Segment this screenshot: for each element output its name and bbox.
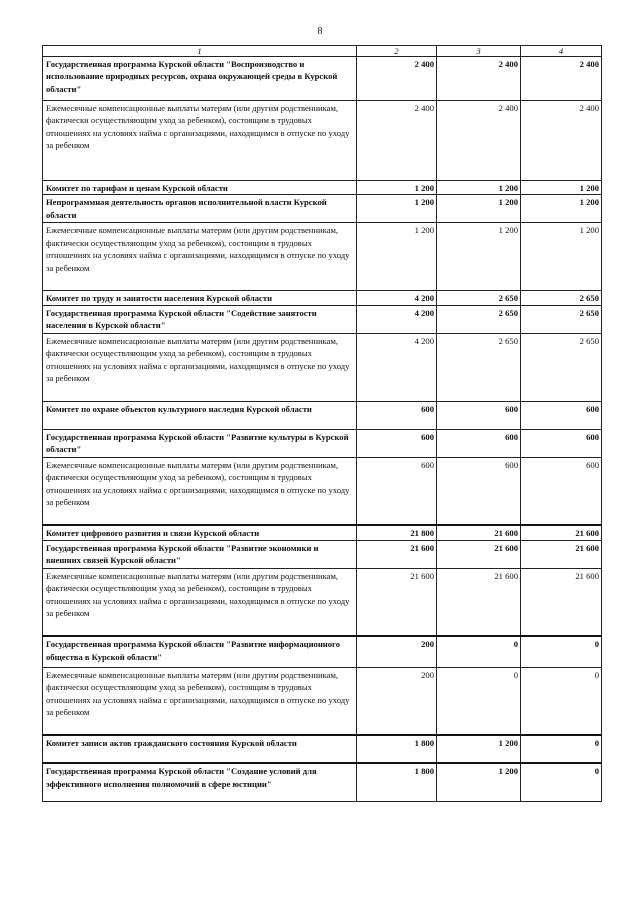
col-4-value: 600 xyxy=(521,457,602,525)
col-2-value: 200 xyxy=(357,636,437,667)
table-row xyxy=(43,291,602,305)
col-2-value: 600 xyxy=(357,401,437,429)
row-name-cell: Ежемесячные компенсационные выплаты матерям (или другим родственникам, фактически осуществляющим уход за ребенком), состоящим в трудовых отношениях на условиях найма с организациями, находящимся в отпуске по уходу за ребенком xyxy=(43,667,357,735)
col-2-value: 1 800 xyxy=(357,735,437,763)
budget-table xyxy=(42,45,602,802)
table-row xyxy=(43,305,602,333)
col-4-value: 0 xyxy=(521,763,602,801)
col-2-value: 1 200 xyxy=(357,223,437,291)
col-3-value: 2 650 xyxy=(437,305,521,333)
col-3-value: 0 xyxy=(437,667,521,735)
table-header-row xyxy=(43,46,602,57)
col-3-value: 1 200 xyxy=(437,181,521,195)
table-row xyxy=(43,181,602,195)
row-name-cell: Ежемесячные компенсационные выплаты матерям (или другим родственникам, фактически осуществляющим уход за ребенком), состоящим в трудовых отношениях на условиях найма с организациями, находящимся в отпуске по уходу за ребенком xyxy=(43,223,357,291)
row-name-cell: Комитет по охране объектов культурного наследия Курской области xyxy=(43,401,357,429)
row-name-cell: Ежемесячные компенсационные выплаты матерям (или другим родственникам, фактически осуществляющим уход за ребенком), состоящим в трудовых отношениях на условиях найма с организациями, находящимся в отпуске по уходу за ребенком xyxy=(43,101,357,181)
row-name-cell: Комитет цифрового развития и связи Курской области xyxy=(43,525,357,540)
col-4-value: 1 200 xyxy=(521,181,602,195)
row-name-cell: Комитет записи актов гражданского состояния Курской области xyxy=(43,735,357,763)
col-4-value: 0 xyxy=(521,667,602,735)
col-2-value: 21 600 xyxy=(357,568,437,636)
col-4-value: 21 600 xyxy=(521,540,602,568)
row-name-cell: Непрограммная деятельность органов исполнительной власти Курской области xyxy=(43,195,357,223)
col-4-value: 21 600 xyxy=(521,525,602,540)
table-row xyxy=(43,763,602,801)
col-4-value: 600 xyxy=(521,401,602,429)
header-col-2: 2 xyxy=(357,46,437,57)
col-3-value: 21 600 xyxy=(437,540,521,568)
table-row xyxy=(43,667,602,735)
col-3-value: 21 600 xyxy=(437,525,521,540)
page-number: 8 xyxy=(317,26,323,37)
row-name-cell: Государственная программа Курской области "Развитие информационного общества в Курской области" xyxy=(43,636,357,667)
header-col-3: 3 xyxy=(437,46,521,57)
col-3-value: 2 650 xyxy=(437,333,521,401)
col-3-value: 600 xyxy=(437,429,521,457)
table-row xyxy=(43,57,602,101)
col-2-value: 1 200 xyxy=(357,195,437,223)
row-name-cell: Ежемесячные компенсационные выплаты матерям (или другим родственникам, фактически осуществляющим уход за ребенком), состоящим в трудовых отношениях на условиях найма с организациями, находящимся в отпуске по уходу за ребенком xyxy=(43,333,357,401)
col-2-value: 2 400 xyxy=(357,101,437,181)
header-col-1: 1 xyxy=(43,46,357,57)
table-row xyxy=(43,568,602,636)
col-4-value: 2 400 xyxy=(521,57,602,101)
col-2-value: 200 xyxy=(357,667,437,735)
col-4-value: 600 xyxy=(521,429,602,457)
row-name-cell: Государственная программа Курской области "Воспроизводство и использование природных ресурсов, охрана окружающей среды в Курской области" xyxy=(43,57,357,101)
table-row xyxy=(43,401,602,429)
table-row xyxy=(43,636,602,667)
table-row xyxy=(43,540,602,568)
col-2-value: 21 600 xyxy=(357,540,437,568)
col-2-value: 600 xyxy=(357,457,437,525)
col-3-value: 1 200 xyxy=(437,223,521,291)
col-3-value: 2 400 xyxy=(437,101,521,181)
col-2-value: 4 200 xyxy=(357,333,437,401)
col-4-value: 1 200 xyxy=(521,223,602,291)
col-3-value: 2 650 xyxy=(437,291,521,305)
col-3-value: 2 400 xyxy=(437,57,521,101)
col-3-value: 600 xyxy=(437,401,521,429)
col-3-value: 1 200 xyxy=(437,195,521,223)
col-4-value: 2 650 xyxy=(521,333,602,401)
table-row xyxy=(43,457,602,525)
col-2-value: 2 400 xyxy=(357,57,437,101)
row-name-cell: Государственная программа Курской области "Развитие экономики и внешних связей Курской области" xyxy=(43,540,357,568)
row-name-cell: Государственная программа Курской области "Развитие культуры в Курской области" xyxy=(43,429,357,457)
row-name-cell: Ежемесячные компенсационные выплаты матерям (или другим родственникам, фактически осуществляющим уход за ребенком), состоящим в трудовых отношениях на условиях найма с организациями, находящимся в отпуске по уходу за ребенком xyxy=(43,568,357,636)
col-3-value: 600 xyxy=(437,457,521,525)
col-2-value: 600 xyxy=(357,429,437,457)
col-4-value: 2 650 xyxy=(521,305,602,333)
row-name-cell: Комитет по тарифам и ценам Курской области xyxy=(43,181,357,195)
col-4-value: 0 xyxy=(521,636,602,667)
col-2-value: 4 200 xyxy=(357,291,437,305)
col-4-value: 21 600 xyxy=(521,568,602,636)
table-row xyxy=(43,195,602,223)
table-row xyxy=(43,333,602,401)
table-row xyxy=(43,735,602,763)
col-3-value: 1 200 xyxy=(437,763,521,801)
col-3-value: 1 200 xyxy=(437,735,521,763)
row-name-cell: Государственная программа Курской области "Создание условий для эффективного исполнения полномочий в сфере юстиции" xyxy=(43,763,357,801)
col-2-value: 1 200 xyxy=(357,181,437,195)
header-col-4: 4 xyxy=(521,46,602,57)
row-name-cell: Ежемесячные компенсационные выплаты матерям (или другим родственникам, фактически осуществляющим уход за ребенком), состоящим в трудовых отношениях на условиях найма с организациями, находящимся в отпуске по уходу за ребенком xyxy=(43,457,357,525)
col-3-value: 0 xyxy=(437,636,521,667)
col-4-value: 2 650 xyxy=(521,291,602,305)
col-2-value: 4 200 xyxy=(357,305,437,333)
table-row xyxy=(43,223,602,291)
col-3-value: 21 600 xyxy=(437,568,521,636)
table-row xyxy=(43,525,602,540)
row-name-cell: Государственная программа Курской области "Содействие занятости населения в Курской области" xyxy=(43,305,357,333)
row-name-cell: Комитет по труду и занятости населения Курской области xyxy=(43,291,357,305)
col-2-value: 21 800 xyxy=(357,525,437,540)
table-row xyxy=(43,101,602,181)
col-2-value: 1 800 xyxy=(357,763,437,801)
table-row xyxy=(43,429,602,457)
col-4-value: 1 200 xyxy=(521,195,602,223)
col-4-value: 2 400 xyxy=(521,101,602,181)
col-4-value: 0 xyxy=(521,735,602,763)
